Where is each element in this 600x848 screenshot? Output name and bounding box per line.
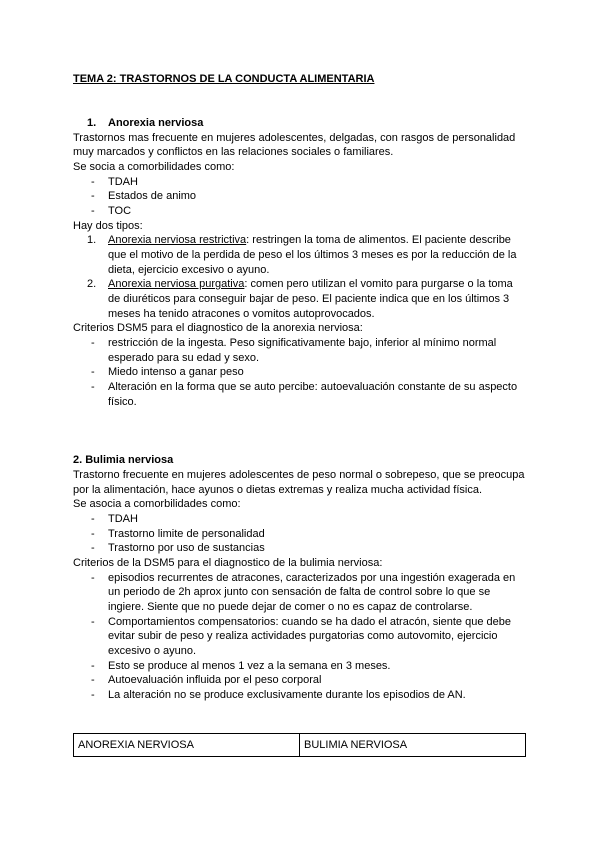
section1-intro-line: Trastornos mas frecuente en mujeres adolescentes, delgadas, con rasgos de personalidad: [73, 132, 516, 144]
type-item-line: que el motivo de la perdida de peso el los últimos 3 meses es por la reducción de la: [108, 249, 517, 261]
section1-number: 1.: [87, 117, 97, 129]
table-header-cell: ANOREXIA NERVIOSA: [74, 734, 300, 757]
bullet-dash: -: [91, 616, 95, 628]
bullet-dash: -: [91, 513, 95, 525]
comorbidity-item: TDAH: [108, 176, 138, 188]
doc-title: TEMA 2: TRASTORNOS DE LA CONDUCTA ALIMENTARIA: [73, 73, 375, 85]
bullet-dash: -: [91, 674, 95, 686]
criterion-line: esperado para su edad y sexo.: [108, 352, 260, 364]
section1-heading: Anorexia nerviosa: [108, 117, 204, 129]
bullet-dash: -: [91, 572, 95, 584]
criteria-label: Criterios de la DSM5 para el diagnostico de la bulimia nerviosa:: [73, 557, 383, 569]
type-item-line: meses ha tenido atracones o vomitos autoprovocados.: [108, 308, 375, 320]
section2-intro-line: por la alimentación, hace ayunos o dietas extremas y realiza mucha actividad física.: [73, 484, 483, 496]
bullet-dash: -: [91, 366, 95, 378]
section1-intro-line: muy marcados y conflictos en las relaciones sociales o familiares.: [73, 146, 394, 158]
types-label: Hay dos tipos:: [73, 220, 143, 232]
bullet-dash: -: [91, 542, 95, 554]
section2-intro-line: Trastorno frecuente en mujeres adolescentes de peso normal o sobrepeso, que se preocupa: [73, 469, 525, 481]
bullet-dash: -: [91, 660, 95, 672]
type-item-first-line: [108, 233, 511, 248]
bullet-dash: -: [91, 190, 95, 202]
comorbidity-item: TOC: [108, 205, 132, 217]
type-item-line: dieta, ejercicio excesivo o ayuno.: [108, 264, 270, 276]
comorbidity-item: Trastorno limite de personalidad: [108, 528, 265, 540]
criterion-line: evitar subir de peso y realiza actividades purgatorias como autovomito, ejercicio: [108, 630, 498, 642]
type-item-line: de diuréticos para conseguir bajar de peso. El paciente indica que en los últimos 3: [108, 293, 510, 305]
table-header-cell: BULIMIA NERVIOSA: [300, 734, 526, 757]
bullet-dash: -: [91, 381, 95, 393]
criterion-line: físico.: [108, 396, 137, 408]
bullet-dash: -: [91, 528, 95, 540]
section2-comorb-label: Se asocia a comorbilidades como:: [73, 498, 241, 510]
criterion-line: La alteración no se produce exclusivamente durante los episodios de AN.: [108, 689, 466, 701]
criteria-label: Criterios DSM5 para el diagnostico de la anorexia nerviosa:: [73, 322, 363, 334]
type-desc: : restringen la toma de alimentos. El paciente describe: [246, 234, 511, 246]
comorbidity-item: Trastorno por uso de sustancias: [108, 542, 265, 554]
comorbidity-item: TDAH: [108, 513, 138, 525]
criterion-line: Esto se produce al menos 1 vez a la semana en 3 meses.: [108, 660, 391, 672]
type-term: Anorexia nerviosa purgativa: [108, 278, 245, 290]
comorbidity-item: Estados de animo: [108, 190, 197, 202]
type-item-first-line: [108, 277, 513, 292]
table-row: [74, 734, 526, 757]
criterion-line: excesivo o ayuno.: [108, 645, 197, 657]
comparison-table: [73, 733, 526, 757]
bullet-dash: -: [91, 205, 95, 217]
criterion-line: restricción de la ingesta. Peso significativamente bajo, inferior al mínimo normal: [108, 337, 497, 349]
criterion-line: Comportamientos compensatorios: cuando se ha dado el atracón, siente que debe: [108, 616, 511, 628]
bullet-dash: -: [91, 176, 95, 188]
section1-comorb-label: Se socia a comorbilidades como:: [73, 161, 235, 173]
type-term: Anorexia nerviosa restrictiva: [108, 234, 247, 246]
bullet-dash: -: [91, 689, 95, 701]
criterion-line: Autoevaluación influida por el peso corporal: [108, 674, 322, 686]
type-number: 2.: [87, 278, 97, 290]
criterion-line: episodios recurrentes de atracones, caracterizados por una ingestión exagerada en: [108, 572, 516, 584]
section2-heading: 2. Bulimia nerviosa: [73, 454, 174, 466]
type-desc: : comen pero utilizan el vomito para purgarse o la toma: [244, 278, 513, 290]
criterion-line: un periodo de 2h aprox junto con sensación de falta de control sobre lo que se: [108, 586, 491, 598]
criterion-line: ingiere. Siente que no puede dejar de comer o no es capaz de controlarse.: [108, 601, 473, 613]
criterion-line: Alteración en la forma que se auto percibe: autoevaluación constante de su aspecto: [108, 381, 518, 393]
type-number: 1.: [87, 234, 97, 246]
bullet-dash: -: [91, 337, 95, 349]
criterion-line: Miedo intenso a ganar peso: [108, 366, 244, 378]
